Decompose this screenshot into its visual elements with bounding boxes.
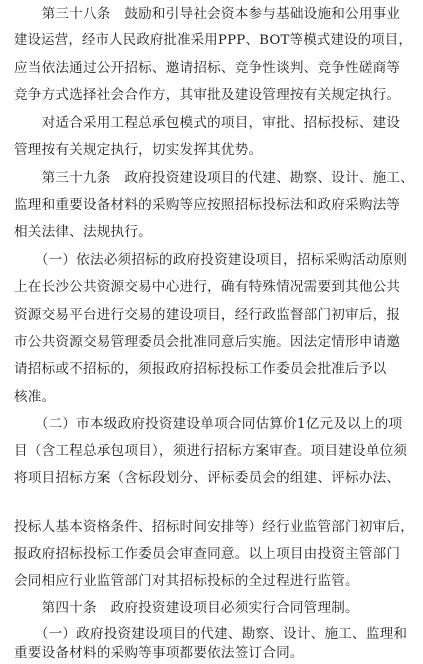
text-line: 报政府招标投标工作委员会审查同意。以上项目由投资主管部门 <box>14 546 401 562</box>
text-line: 上在长沙公共资源交易中心进行，确有特殊情况需要到其他公共 <box>14 279 401 295</box>
text-line: 重要设备材料的采购等事项都要依法签订合同。 <box>14 645 304 661</box>
text-line: 监理和重要设备材料的采购等应按照招标投标法和政府采购法等 <box>14 197 401 213</box>
text-line: 市公共资源交易管理委员会批准同意后实施。因法定情形申请邀 <box>14 334 401 350</box>
text-line: 管理按有关规定执行，切实发挥其优势。 <box>14 142 263 158</box>
text-line: 第三十九条 政府投资建设项目的代建、勘察、设计、施工、 <box>14 170 415 186</box>
text-line: 第三十八条 鼓励和引导社会资本参与基础设施和公用事业 <box>14 6 401 22</box>
text-line: 资源交易平台进行交易的建设项目，经行政监督部门初审后，报 <box>14 307 401 323</box>
text-line: （一）政府投资建设项目的代建、勘察、设计、施工、监理和 <box>14 626 408 642</box>
text-line: 第四十条 政府投资建设项目必须实行合同管理制。 <box>14 600 359 616</box>
text-line: 建设运营，经市人民政府批准采用PPP、BOT等模式建设的项目， <box>14 33 412 48</box>
text-line: 请招标或不招标的，须报政府招标投标工作委员会批准后予以 <box>14 361 387 377</box>
text-line: 核准。 <box>14 389 56 405</box>
text-line: 应当依法通过公开招标、邀请招标、竞争性谈判、竞争性磋商等 <box>14 60 401 76</box>
text-line: 相关法律、法规执行。 <box>14 224 152 240</box>
text-line: 目（含工程总承包项目），须进行招标方案审查。项目建设单位须 <box>14 443 408 459</box>
text-line: 对适合采用工程总承包模式的项目，审批、招标投标、建设 <box>14 115 401 131</box>
text-line: 投标人基本资格条件、招标时间安排等）经行业监管部门初审后， <box>14 519 415 535</box>
text-line: 将项目招标方案（含标段划分、评标委员会的组建、评标办法、 <box>14 470 401 486</box>
text-line: （二）市本级政府投资建设单项合同估算价1亿元及以上的项 <box>14 416 403 432</box>
text-line: （一）依法必须招标的政府投资建设项目，招标采购活动原则 <box>14 252 408 268</box>
text-line: 会同相应行业监管部门对其招标投标的全过程进行监管。 <box>14 573 359 589</box>
text-line: 竞争方式选择社会合作方，其审批及建设管理按有关规定执行。 <box>14 87 401 103</box>
